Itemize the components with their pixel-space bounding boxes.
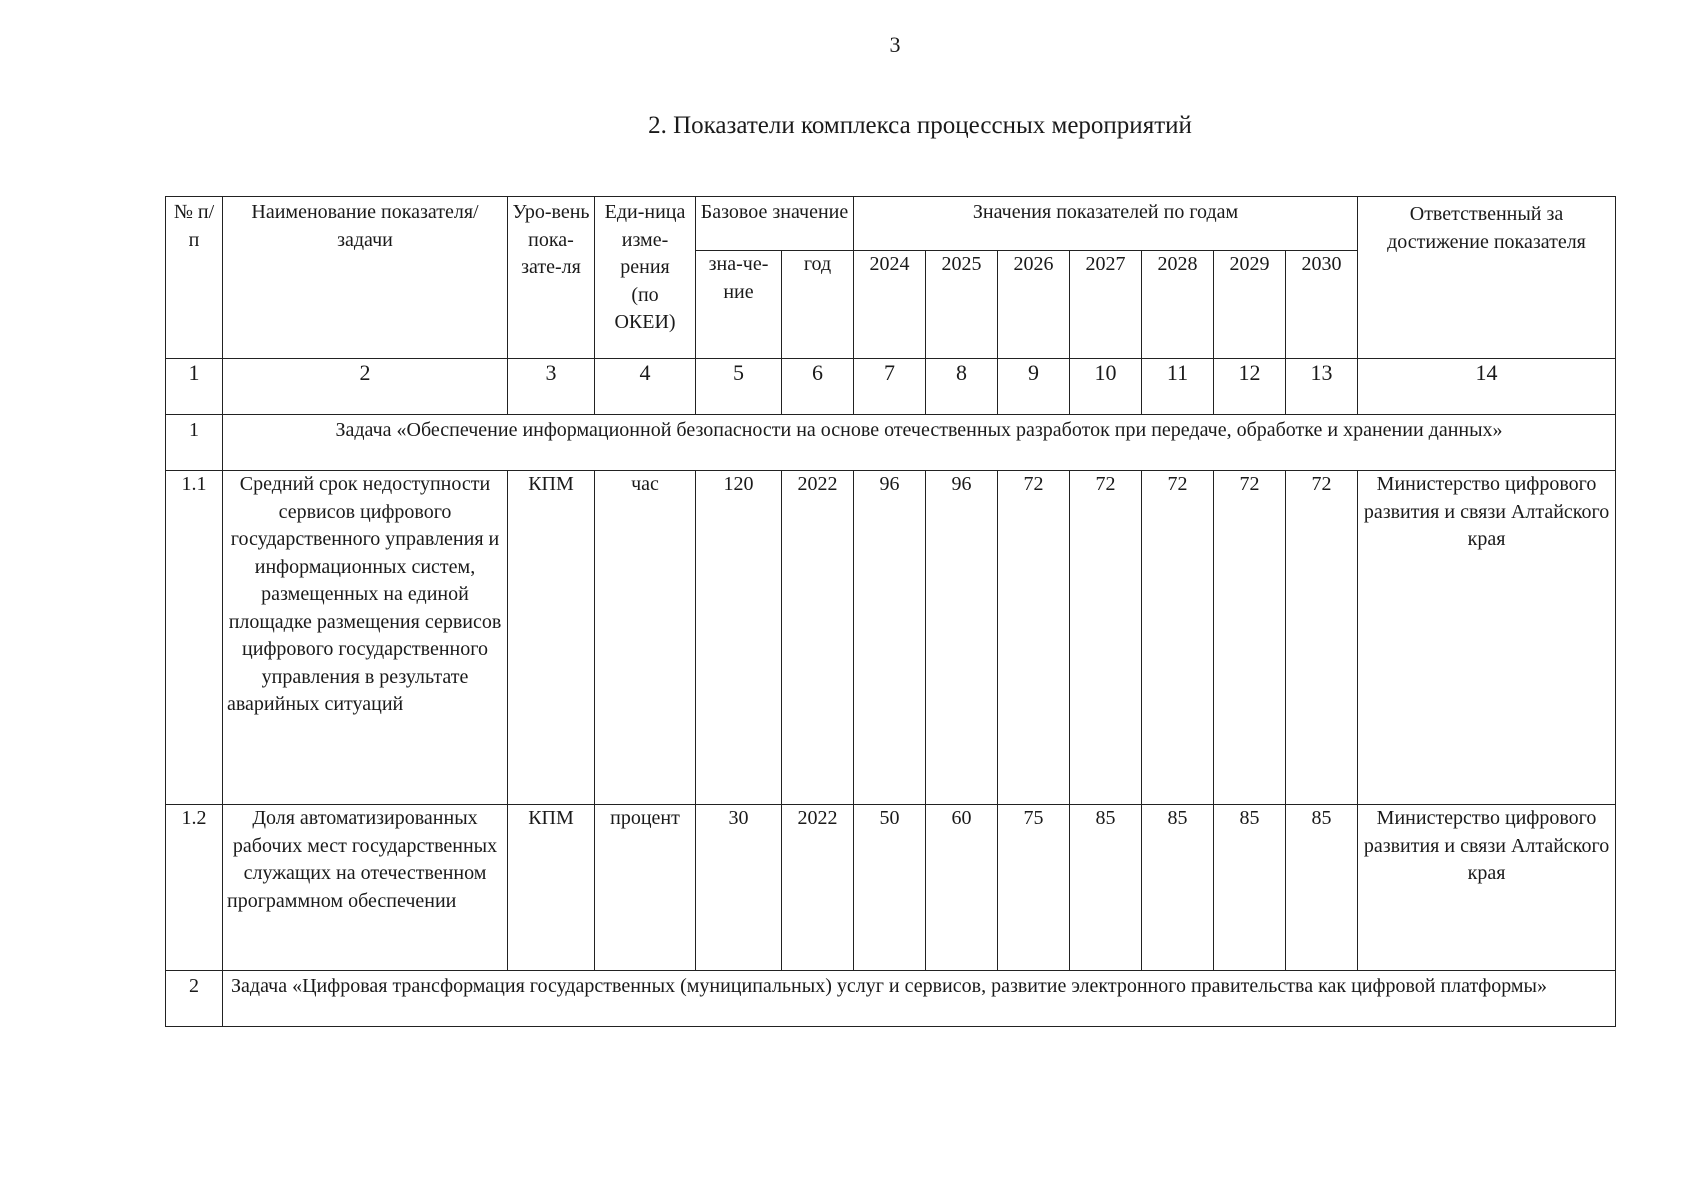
value-2025: 96 bbox=[926, 471, 998, 805]
value-2029: 85 bbox=[1214, 805, 1286, 971]
header-row-1 bbox=[166, 197, 1616, 251]
responsible: Министерство цифрового развития и связи Алтайского края bbox=[1358, 471, 1616, 805]
column-number: 9 bbox=[998, 359, 1070, 415]
header-year-2029: 2029 bbox=[1214, 251, 1286, 359]
header-base-year: год bbox=[782, 251, 854, 359]
value-2024: 96 bbox=[854, 471, 926, 805]
column-number: 10 bbox=[1070, 359, 1142, 415]
value-2026: 72 bbox=[998, 471, 1070, 805]
base-value: 30 bbox=[696, 805, 782, 971]
value-2027: 72 bbox=[1070, 471, 1142, 805]
value-2026: 75 bbox=[998, 805, 1070, 971]
value-2030: 85 bbox=[1286, 805, 1358, 971]
row-num: 1.1 bbox=[166, 471, 223, 805]
base-value: 120 bbox=[696, 471, 782, 805]
header-responsible: Ответственный за достижение показателя bbox=[1358, 197, 1616, 359]
value-2027: 85 bbox=[1070, 805, 1142, 971]
column-number: 7 bbox=[854, 359, 926, 415]
indicators-table bbox=[165, 196, 1616, 1027]
header-year-2026: 2026 bbox=[998, 251, 1070, 359]
column-number: 4 bbox=[595, 359, 696, 415]
indicator-unit: процент bbox=[595, 805, 696, 971]
column-number: 1 bbox=[166, 359, 223, 415]
value-2030: 72 bbox=[1286, 471, 1358, 805]
indicator-level: КПМ bbox=[508, 471, 595, 805]
indicator-unit: час bbox=[595, 471, 696, 805]
value-2028: 85 bbox=[1142, 805, 1214, 971]
header-years-group: Значения показателей по годам bbox=[854, 197, 1358, 251]
base-year: 2022 bbox=[782, 805, 854, 971]
table-row-1-2 bbox=[166, 805, 1616, 971]
responsible: Министерство цифрового развития и связи Алтайского края bbox=[1358, 805, 1616, 971]
base-year: 2022 bbox=[782, 471, 854, 805]
column-number: 8 bbox=[926, 359, 998, 415]
header-unit: Еди-ница изме-рения (по ОКЕИ) bbox=[595, 197, 696, 359]
header-year-2025: 2025 bbox=[926, 251, 998, 359]
column-number: 6 bbox=[782, 359, 854, 415]
indicator-level: КПМ bbox=[508, 805, 595, 971]
header-base-group: Базовое значение bbox=[696, 197, 854, 251]
header-year-2028: 2028 bbox=[1142, 251, 1214, 359]
column-number: 13 bbox=[1286, 359, 1358, 415]
table-row-1-1 bbox=[166, 471, 1616, 805]
header-year-2024: 2024 bbox=[854, 251, 926, 359]
value-2029: 72 bbox=[1214, 471, 1286, 805]
indicator-name: Средний срок недоступности сервисов цифрового государственного управления и информационных систем, размещенных на единой площадке размещения сервисов цифрового государственного управления в результате аварийных ситуаций bbox=[223, 471, 508, 805]
task-2-row bbox=[166, 971, 1616, 1027]
column-number: 3 bbox=[508, 359, 595, 415]
column-numbers-row bbox=[166, 359, 1616, 415]
value-2028: 72 bbox=[1142, 471, 1214, 805]
header-base-value: зна-че-ние bbox=[696, 251, 782, 359]
column-number: 5 bbox=[696, 359, 782, 415]
section-title: 2. Показатели комплекса процессных мероприятий bbox=[648, 112, 1192, 139]
task-1-row bbox=[166, 415, 1616, 471]
task-1-num: 1 bbox=[166, 415, 223, 471]
header-year-2027: 2027 bbox=[1070, 251, 1142, 359]
value-2025: 60 bbox=[926, 805, 998, 971]
task-2-num: 2 bbox=[166, 971, 223, 1027]
page-number: 3 bbox=[889, 32, 901, 57]
column-number: 14 bbox=[1358, 359, 1616, 415]
task-1-text: Задача «Обеспечение информационной безопасности на основе отечественных разработок при передаче, обработке и хранении данных» bbox=[223, 415, 1616, 471]
header-year-2030: 2030 bbox=[1286, 251, 1358, 359]
column-number: 11 bbox=[1142, 359, 1214, 415]
value-2024: 50 bbox=[854, 805, 926, 971]
column-number: 2 bbox=[223, 359, 508, 415]
column-number: 12 bbox=[1214, 359, 1286, 415]
row-num: 1.2 bbox=[166, 805, 223, 971]
header-name: Наименование показателя/задачи bbox=[223, 197, 508, 359]
indicator-name: Доля автоматизированных рабочих мест государственных служащих на отечественном программном обеспечении bbox=[223, 805, 508, 971]
header-level: Уро-вень пока-зате-ля bbox=[508, 197, 595, 359]
task-2-text: Задача «Цифровая трансформация государственных (муниципальных) услуг и сервисов, развитие электронного правительства как цифровой платформы» bbox=[223, 971, 1616, 1027]
header-num: № п/п bbox=[166, 197, 223, 359]
